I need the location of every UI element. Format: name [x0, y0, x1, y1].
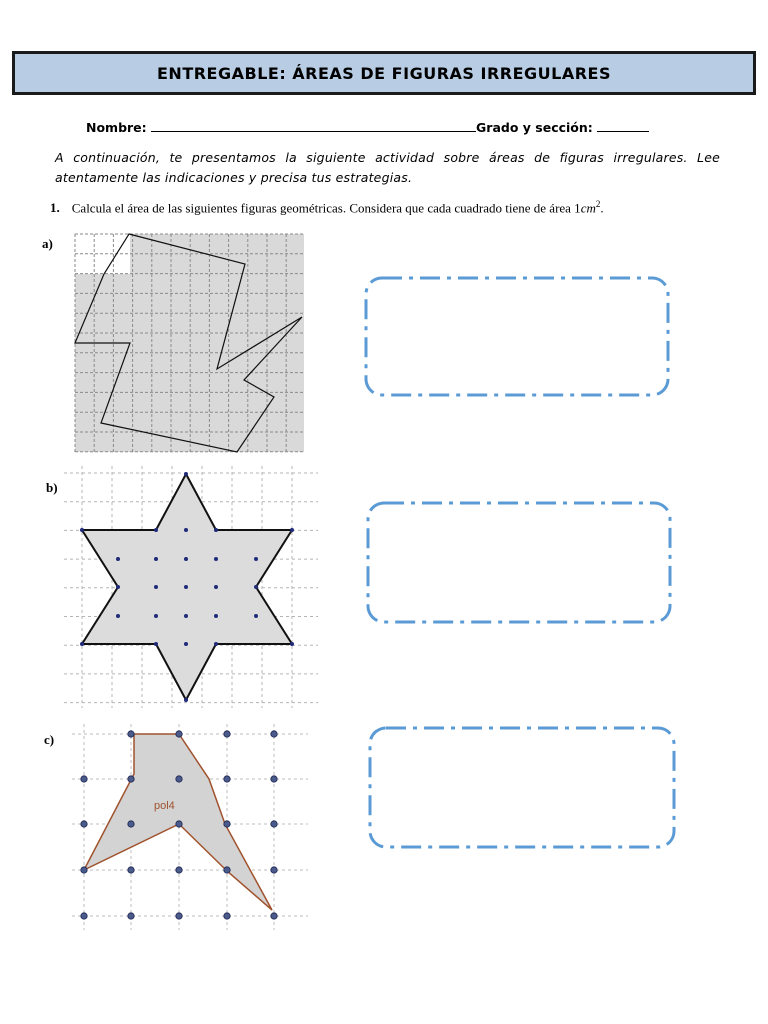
grid-point — [154, 557, 158, 561]
question-unit: cm — [580, 200, 596, 216]
grid-point — [116, 614, 120, 618]
grade-field[interactable] — [597, 119, 649, 132]
student-info-line — [86, 119, 649, 135]
grid-point — [116, 585, 120, 589]
figure-c-grid — [72, 724, 308, 930]
grid-point — [224, 731, 230, 737]
grid-point — [184, 585, 188, 589]
grid-point — [224, 821, 230, 827]
grid-point — [81, 913, 87, 919]
grid-point — [271, 731, 277, 737]
page-title: ENTREGABLE: ÁREAS DE FIGURAS IRREGULARES — [157, 63, 611, 83]
name-field[interactable] — [151, 119, 476, 132]
grid-point — [271, 776, 277, 782]
grid-point — [214, 614, 218, 618]
figure-b-label: b) — [46, 480, 58, 495]
grid-point — [154, 614, 158, 618]
grid-point — [271, 821, 277, 827]
grid-point — [254, 614, 258, 618]
figure-a-label: a) — [42, 236, 53, 251]
grid-point — [184, 614, 188, 618]
grid-point — [80, 642, 84, 646]
grid-point — [128, 867, 134, 873]
grid-point — [184, 698, 188, 702]
grid-point — [128, 913, 134, 919]
grid-point — [81, 867, 87, 873]
grid-point — [214, 585, 218, 589]
grid-point — [176, 867, 182, 873]
grid-point — [81, 776, 87, 782]
grid-point — [128, 731, 134, 737]
grid-point — [176, 821, 182, 827]
question-number: 1. — [50, 200, 60, 216]
grade-label: Grado y sección: — [476, 120, 593, 135]
grid-point — [154, 528, 158, 532]
figure-a-grid — [72, 232, 308, 454]
grid-point — [214, 557, 218, 561]
grid-point — [154, 585, 158, 589]
grid-point — [254, 557, 258, 561]
name-label: Nombre: — [86, 120, 147, 135]
grid-point — [154, 642, 158, 646]
grid-point — [290, 642, 294, 646]
grid-point — [176, 776, 182, 782]
figure-b-grid — [64, 466, 318, 708]
grid-point — [214, 642, 218, 646]
grid-point — [176, 913, 182, 919]
grid-point — [184, 557, 188, 561]
grid-point — [80, 528, 84, 532]
grid-point — [271, 913, 277, 919]
grid-point — [128, 821, 134, 827]
question-exponent: 2 — [595, 199, 601, 209]
grid-point — [224, 913, 230, 919]
grid-point — [254, 585, 258, 589]
figure-c-label: c) — [44, 732, 55, 747]
answer-box-c[interactable] — [368, 726, 676, 849]
polygon-name-label: pol4 — [154, 800, 175, 812]
intro-paragraph: A continuación, te presentamos la siguiente actividad sobre áreas de figuras irregulares. Lee atentamente las indicaciones y precisa tus estrategias. — [55, 150, 720, 185]
grid-point — [214, 528, 218, 532]
grid-point — [176, 731, 182, 737]
grid-point — [290, 528, 294, 532]
grid-point — [184, 472, 188, 476]
grid-point — [184, 528, 188, 532]
grid-point — [271, 867, 277, 873]
answer-box-b[interactable] — [366, 501, 672, 624]
answer-box-a[interactable] — [364, 276, 670, 397]
title-banner — [12, 51, 756, 95]
grid-point — [128, 776, 134, 782]
grid-point — [184, 642, 188, 646]
grid-point — [116, 557, 120, 561]
grid-point — [81, 821, 87, 827]
grid-point — [224, 776, 230, 782]
question-text: Calcula el área de las siguientes figuras geométricas. Considera que cada cuadrado tiene de área 1 — [71, 200, 581, 216]
question-1 — [50, 199, 604, 216]
grid-point — [224, 867, 230, 873]
question-end: . — [600, 200, 604, 216]
